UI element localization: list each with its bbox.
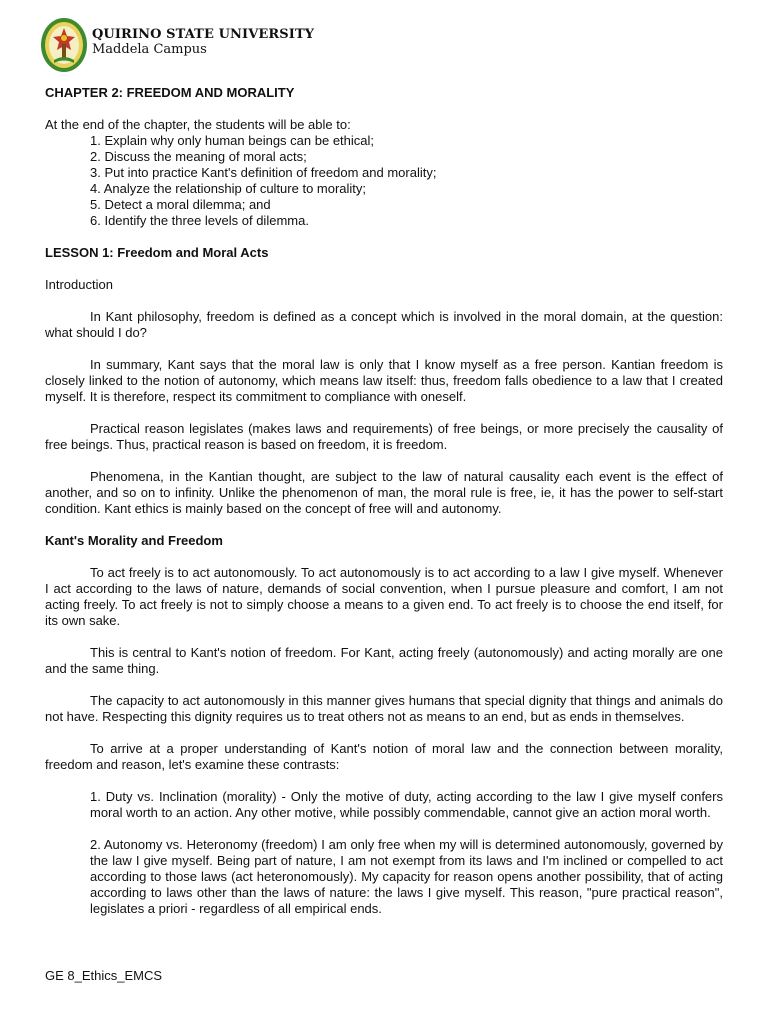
section-paragraph: To arrive at a proper understanding of Kant's notion of moral law and the connection between morality, freedom and reason, let's examine these contrasts: <box>45 741 723 772</box>
document-page <box>45 14 723 917</box>
objective-item: 3. Put into practice Kant's definition of freedom and morality; <box>90 165 437 180</box>
contrast-item: 2. Autonomy vs. Heteronomy (freedom) I am only free when my will is determined autonomously, governed by the law I give myself. Being part of nature, I am not exempt from its laws and I'm inclined or compelled to act according to those laws (act heteronomously). My capacity for reason opens another possibility, that of acting according to laws other than the laws of nature: the laws I give myself. This reason, "pure practical reason", legislates a priori - regardless of all empirical ends. <box>90 837 723 916</box>
campus-name: Maddela Campus <box>92 42 207 57</box>
objective-item: 1. Explain why only human beings can be ethical; <box>90 133 375 148</box>
objectives-list <box>45 133 723 229</box>
section-paragraph: The capacity to act autonomously in this manner gives humans that special dignity that things and animals do not have. Respecting this dignity requires us to treat others not as means to an end, but as ends in themselves. <box>45 693 723 724</box>
objective-item: 5. Detect a moral dilemma; and <box>90 197 271 212</box>
intro-paragraph: Practical reason legislates (makes laws and requirements) of free beings, or more precisely the causality of free beings. Thus, practical reason is based on freedom, it is freedom. <box>45 421 723 452</box>
intro-paragraph: In Kant philosophy, freedom is defined as a concept which is involved in the moral domain, at the question: what should I do? <box>45 309 723 340</box>
lesson-title: LESSON 1: Freedom and Moral Acts <box>45 245 269 260</box>
chapter-title: CHAPTER 2: FREEDOM AND MORALITY <box>45 85 295 100</box>
letterhead <box>45 14 723 76</box>
intro-paragraph: Phenomena, in the Kantian thought, are subject to the law of natural causality each event is the effect of another, and so on to infinity. Unlike the phenomenon of man, the moral rule is free, ie, it has the power to self-start condition. Kant ethics is mainly based on the concept of free will and autonomy. <box>45 469 723 516</box>
intro-paragraph: In summary, Kant says that the moral law is only that I know myself as a free person. Kantian freedom is closely linked to the notion of autonomy, which means law itself: thus, freedom falls obedience to a law that I created myself. It is therefore, respect its commitment to compliance with oneself. <box>45 357 723 404</box>
objective-item: 6. Identify the three levels of dilemma. <box>90 213 309 228</box>
intro-heading: Introduction <box>45 277 113 292</box>
university-name: QUIRINO STATE UNIVERSITY <box>92 27 315 42</box>
university-seal-logo <box>40 16 88 74</box>
objective-item: 4. Analyze the relationship of culture to morality; <box>90 181 367 196</box>
objective-item: 2. Discuss the meaning of moral acts; <box>90 149 307 164</box>
objectives-intro: At the end of the chapter, the students will be able to: <box>45 117 351 132</box>
contrast-item: 1. Duty vs. Inclination (morality) - Only the motive of duty, acting according to the law I give myself confers moral worth to an action. Any other motive, while possibly commendable, cannot give an action moral worth. <box>90 789 723 820</box>
section-paragraph: This is central to Kant's notion of freedom. For Kant, acting freely (autonomously) and acting morally are one and the same thing. <box>45 645 723 676</box>
section-heading: Kant's Morality and Freedom <box>45 533 223 548</box>
page-footer: GE 8_Ethics_EMCS <box>45 968 163 983</box>
section-paragraph: To act freely is to act autonomously. To act autonomously is to act according to a law I give myself. Whenever I act according to the laws of nature, demands of social convention, when I pursue pleasure and comfort, I am not acting freely. To act freely is not to simply choose a means to a given end. To act freely is to choose the end itself, for its own sake. <box>45 565 723 628</box>
